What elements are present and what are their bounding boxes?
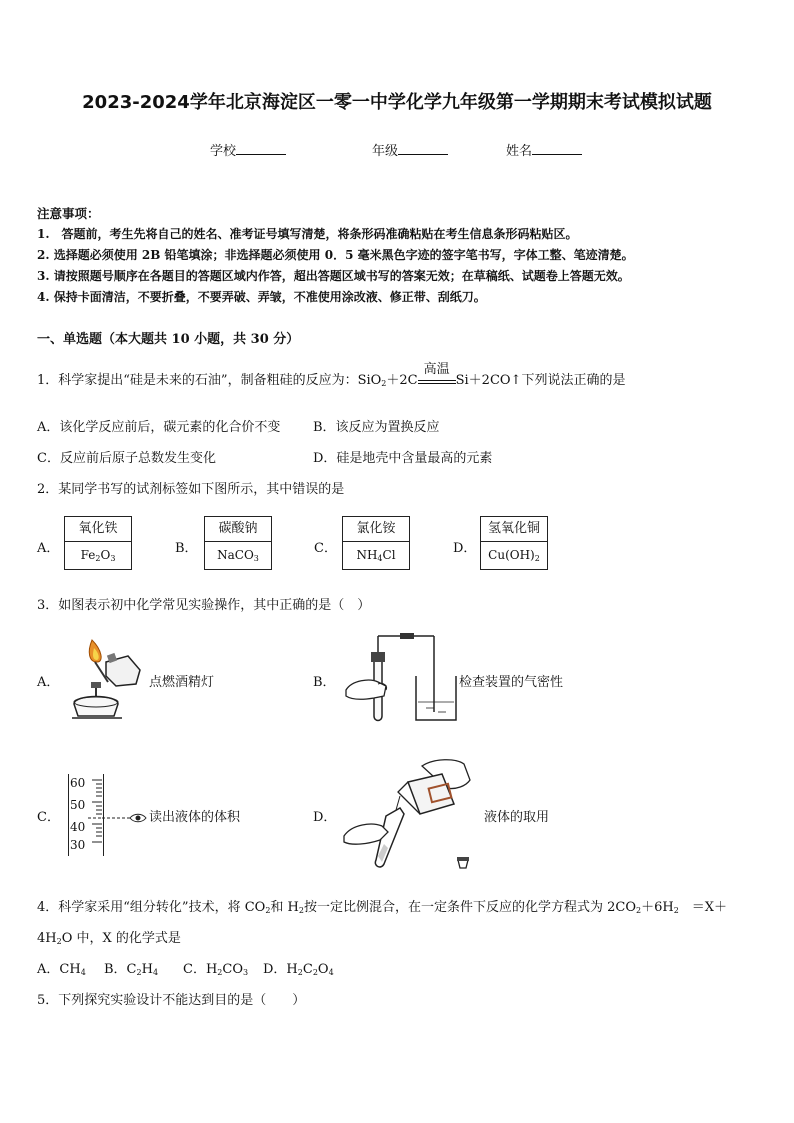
question-1-stem: 1．科学家提出“硅是未来的石油”，制备粗硅的反应为：SiO$_2$＋2C 高温 Si＋2CO↑下列说法正确的是 [37,362,626,388]
q3-option-c-text: 读出液体的体积 [149,810,241,825]
q1-option-c[interactable]: C．反应前后原子总数发生变化 [37,451,216,466]
q1-option-d[interactable]: D．硅是地壳中含量最高的元素 [313,451,493,466]
question-4-stem-line2: $4H_2O$ 中，X 的化学式是 [37,931,181,946]
q2-option-a[interactable]: A． [37,541,60,556]
note-item: 1. 答题前，考生先将自己的姓名、准考证号填写清楚，将条形码准确粘贴在考生信息条形码粘贴区。 [37,227,578,241]
q3-option-d-text: 液体的取用 [484,810,550,825]
alcohol-lamp-illustration [62,632,150,724]
name-label: 姓名 [506,144,533,159]
grade-blank[interactable] [398,142,448,155]
label-name: 氢氧化铜 [481,517,547,542]
q4-option-b[interactable]: B．$C_2H_4$ [104,962,159,977]
label-formula: $NH_4Cl$ [356,548,396,563]
liquid-pouring-illustration [338,752,482,880]
school-blank[interactable] [236,142,286,155]
cylinder-scale-and-eye [86,776,148,856]
label-formula: $Cu(OH)_2$ [488,548,540,563]
reagent-label-d[interactable] [480,516,548,570]
q4-option-a[interactable]: A．$CH_4$ [37,962,86,977]
cylinder-tick-40: 40 [70,820,86,834]
label-name: 碳酸钠 [205,517,271,542]
q3-option-b[interactable]: B． [313,675,336,690]
reagent-label-b[interactable] [204,516,272,570]
section-heading: 一、单选题（本大题共 10 小题，共 30 分） [37,332,300,347]
label-formula: $Fe_2O_3$ [80,548,116,563]
page-title: 2023-2024学年北京海淀区一零一中学化学九年级第一学期期末考试模拟试题 [82,92,712,113]
school-label: 学校 [210,144,237,159]
cylinder-tick-30: 30 [70,838,86,852]
note-item: 3. 请按照题号顺序在各题目的答题区域内作答，超出答题区域书写的答案无效；在草稿纸、试题卷上答题无效。 [37,269,630,283]
q4-option-c[interactable]: C．$H_2CO_3$ [183,962,249,977]
note-item: 2. 选择题必须使用 2B 铅笔填涂；非选择题必须使用 0．5 毫米黑色字迹的签字笔书写，字体工整、笔迹清楚。 [37,248,634,262]
q3-option-c[interactable]: C． [37,810,60,825]
q3-option-d[interactable]: D． [313,810,337,825]
label-name: 氧化铁 [65,517,131,542]
note-item: 4. 保持卡面清洁，不要折叠，不要弄破、弄皱，不准使用涂改液、修正带、刮纸刀。 [37,290,486,304]
question-5-stem: 5．下列探究实验设计不能达到目的是（ ） [37,993,306,1008]
cylinder-tick-60: 60 [70,776,86,790]
grade-field[interactable] [372,140,448,159]
notes-heading: 注意事项： [37,206,100,221]
q1-option-a[interactable]: A．该化学反应前后，碳元素的化合价不变 [37,420,281,435]
q3-option-a-text: 点燃酒精灯 [149,675,215,690]
q2-option-c[interactable]: C． [314,541,337,556]
q1-option-b[interactable]: B．该反应为置换反应 [313,420,440,435]
label-name: 氯化铵 [343,517,409,542]
cylinder-tick-50: 50 [70,798,86,812]
reagent-label-c[interactable] [342,516,410,570]
q4-option-d[interactable]: D．$H_2C_2O_4$ [263,962,334,977]
reaction-condition: 高温 [418,374,456,384]
grade-label: 年级 [372,144,399,159]
reagent-label-a[interactable] [64,516,132,570]
question-2-stem: 2．某同学书写的试剂标签如下图所示，其中错误的是 [37,482,345,497]
label-formula: NaCO$_3$ [217,548,259,563]
question-4-stem-line1: 4．科学家采用“组分转化”技术，将 $CO_2$和 $H_2$按一定比例混合，在一定条件下反应的化学方程式为 $2CO_2+6H_2$ ＝X＋ [37,900,728,915]
name-field[interactable] [506,140,582,159]
q2-option-d[interactable]: D． [453,541,477,556]
airtightness-apparatus-illustration [338,630,468,726]
name-blank[interactable] [532,142,582,155]
question-3-stem: 3．如图表示初中化学常见实验操作，其中正确的是（ ） [37,598,371,613]
q2-option-b[interactable]: B． [175,541,198,556]
q3-option-b-text: 检查装置的气密性 [459,675,564,690]
q3-option-a[interactable]: A． [37,675,60,690]
school-field[interactable] [210,140,286,159]
